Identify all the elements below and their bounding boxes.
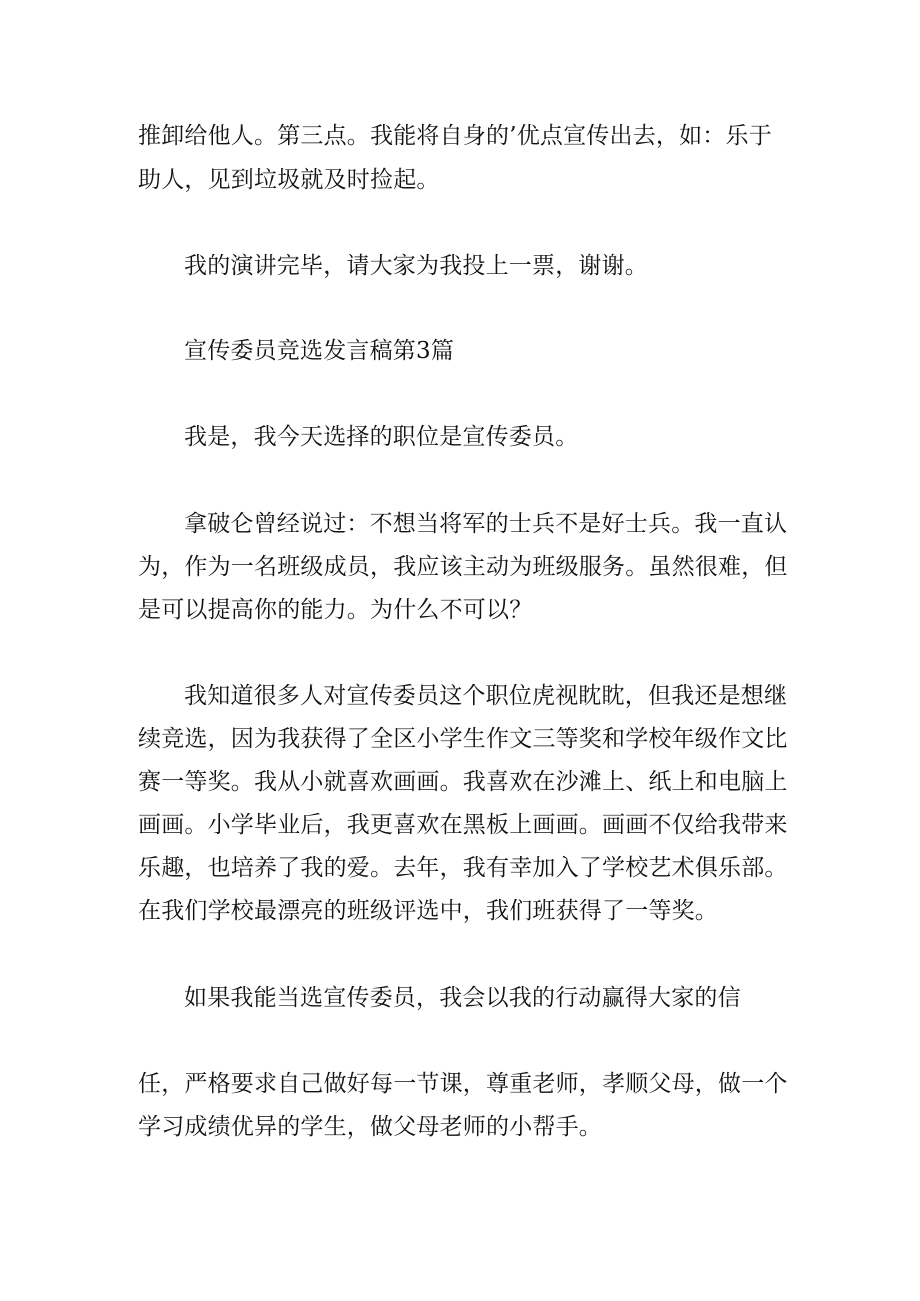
text-line: 是可以提高你的能力。为什么不可以？ [138, 597, 533, 623]
paragraph-line: 拿破仑曾经说过：不想当将军的士兵不是好士兵。我一直认 [184, 511, 788, 537]
paragraph-line: 如果我能当选宣传委员，我会以我的行动赢得大家的信 [184, 985, 741, 1011]
text-line: 为，作为一名班级成员，我应该主动为班级服务。虽然很难，但 [138, 554, 788, 580]
section-heading: 宣传委员竞选发言稿第3篇 [184, 338, 455, 364]
paragraph-line: 我是，我今天选择的职位是宣传委员。 [184, 424, 579, 450]
text-line: 乐趣，也培养了我的爱。去年，我有幸加入了学校艺术俱乐部。 [138, 855, 788, 881]
paragraph-line: 我知道很多人对宣传委员这个职位虎视眈眈，但我还是想继 [184, 683, 788, 709]
paragraph-line: 我的演讲完毕，请大家为我投上一票，谢谢。 [184, 253, 648, 279]
text-line: 赛一等奖。我从小就喜欢画画。我喜欢在沙滩上、纸上和电脑上 [138, 769, 788, 795]
text-line: 画画。小学毕业后，我更喜欢在黑板上画画。画画不仅给我带来 [138, 812, 788, 838]
text-line: 在我们学校最漂亮的班级评选中，我们班获得了一等奖。 [138, 898, 718, 924]
text-line: 推卸给他人。第三点。我能将自身的’优点宣传出去，如：乐于 [138, 123, 772, 149]
text-line: 助人，见到垃圾就及时捡起。 [138, 167, 440, 193]
text-line: 任，严格要求自己做好每一节课，尊重老师，孝顺父母，做一个 [138, 1071, 788, 1097]
text-line: 学习成绩优异的学生，做父母老师的小帮手。 [138, 1114, 602, 1140]
text-line: 续竞选，因为我获得了全区小学生作文三等奖和学校年级作文比 [138, 726, 788, 752]
